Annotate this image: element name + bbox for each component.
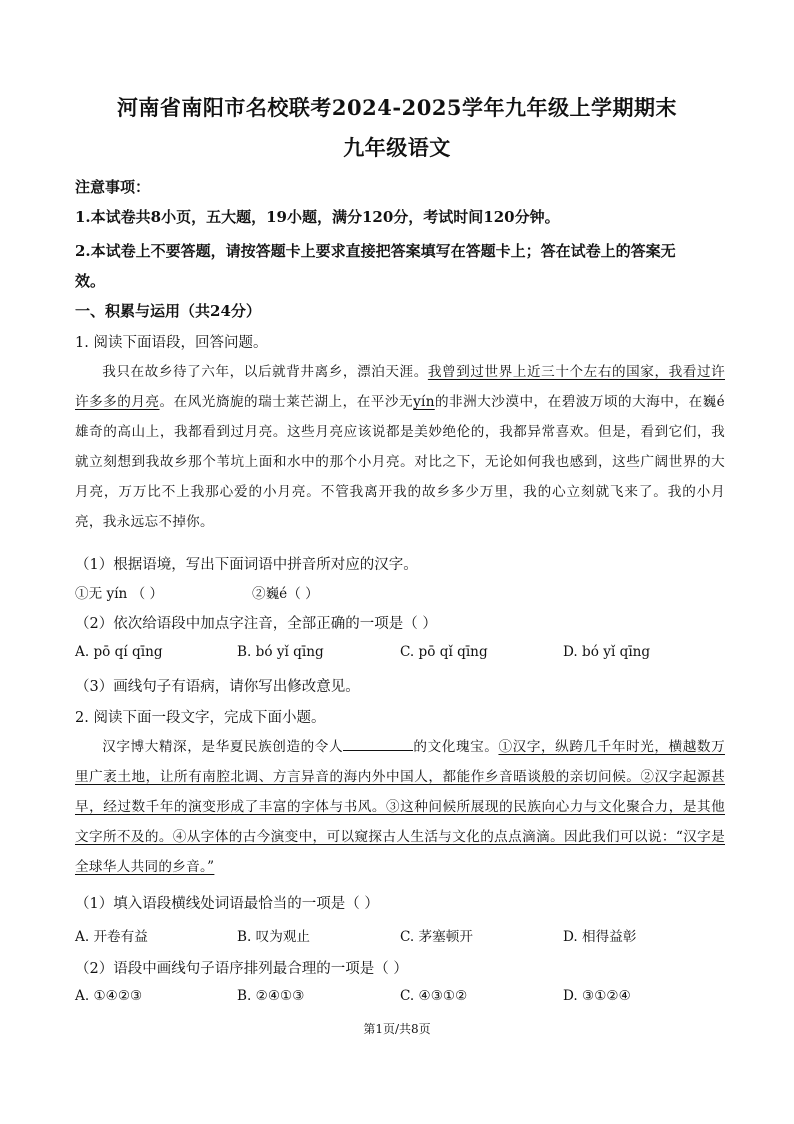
passage-1-underlined-sentence: 我曾到过世界上近三十个左右的国家，我看过许许多多的月亮 bbox=[75, 364, 725, 410]
question-2-passage bbox=[75, 732, 725, 882]
passage-1-part-5: 的非洲大沙漠中，在碧波万顷的大海中，在巍é雄奇的高山上，我都看到过月亮。这些月亮应该说都是美妙绝伦的，我都异常喜欢。但是，看到它们，我就立刻想到我故乡那个苇坑上面和水中的那个小月亮。对比之下，无论如何我也感到，这些广阔世界的大月亮，万万比不上我那心爱的小月亮。不管我离开我的故乡多少万里，我的心立刻就飞来了。我的小月亮，我永远忘不掉你。 bbox=[75, 394, 725, 530]
question-2-sub-1: （1）填入语段横线处词语最恰当的一项是（ ） bbox=[75, 896, 379, 912]
question-2-stem: 2. 阅读下面一段文字，完成下面小题。 bbox=[75, 710, 326, 726]
question-1-sub-1-item-a: ①无 yín （ ） bbox=[75, 586, 164, 602]
option-c: C. pō qǐ qīng bbox=[400, 644, 488, 660]
notice-item-2-cont: 效。 bbox=[75, 272, 106, 290]
exam-title: 河南省南阳市名校联考2024-2025学年九年级上学期期末 bbox=[116, 95, 678, 120]
option-a: A. 开卷有益 bbox=[75, 929, 148, 945]
passage-1-part-3: 。在风光旖旎的瑞士莱芒湖上，在平沙无 bbox=[159, 394, 414, 410]
question-1-sub-2: （2）依次给语段中加点字注音，全部正确的一项是（ ） bbox=[75, 616, 437, 632]
passage-2-part-1: 汉字博大精深，是华夏民族创造的令人 bbox=[102, 739, 344, 755]
passage-2-part-2: 的文化瑰宝。 bbox=[413, 739, 499, 755]
notice-item-2: 2.本试卷上不要答题，请按答题卡上要求直接把答案填写在答题卡上；答在试卷上的答案无 bbox=[75, 242, 676, 260]
option-c: C. 茅塞顿开 bbox=[400, 929, 473, 945]
option-a: A. pō qí qīng bbox=[75, 644, 163, 660]
fill-in-blank bbox=[343, 736, 413, 751]
question-1-stem: 1. 阅读下面语段，回答问题。 bbox=[75, 335, 268, 351]
option-c: C. ④③①② bbox=[400, 988, 468, 1004]
option-b: B. ②④①③ bbox=[237, 988, 305, 1004]
option-b: B. 叹为观止 bbox=[237, 929, 311, 945]
page-number: 第1页/共8页 bbox=[363, 1022, 431, 1036]
option-d: D. ③①②④ bbox=[563, 988, 631, 1004]
question-1-sub-1-item-b: ②巍é（ ） bbox=[252, 586, 319, 602]
passage-1-part-1: 我只在故乡待了六年，以后就背井离乡，漂泊天涯。 bbox=[102, 364, 428, 380]
notice-item-1: 1.本试卷共8小页，五大题，19小题，满分120分，考试时间120分钟。 bbox=[75, 208, 560, 226]
option-d: D. bó yǐ qīng bbox=[563, 644, 651, 660]
notice-heading: 注意事项： bbox=[75, 178, 151, 196]
section-heading: 一、积累与运用（共24分） bbox=[75, 302, 261, 320]
option-b: B. bó yǐ qīng bbox=[237, 644, 324, 660]
passage-2-underlined-sentences: ①汉字，纵跨几千年时光，横越数万里广袤土地，让所有南腔北调、方言异音的海内外中国人，都能作乡音晤谈般的亲切问候。②汉字起源甚早，经过数千年的演变形成了丰富的字体与书风。③这种问候所展现的民族向心力与文化聚合力，是其他文字所不及的。④从字体的古今演变中，可以窥探古人生活与文化的点点滴滴。因此我们可以说：“汉字是全球华人共同的乡音。” bbox=[75, 739, 725, 875]
question-1-passage bbox=[75, 357, 725, 537]
question-1-sub-1: （1）根据语境，写出下面词语中拼音所对应的汉字。 bbox=[75, 557, 418, 573]
question-2-sub-2: （2）语段中画线句子语序排列最合理的一项是（ ） bbox=[75, 961, 408, 977]
question-1-sub-3: （3）画线句子有语病，请你写出修改意见。 bbox=[75, 679, 360, 695]
exam-subtitle: 九年级语文 bbox=[343, 135, 451, 160]
option-d: D. 相得益彰 bbox=[563, 929, 637, 945]
passage-1-pinyin: yín bbox=[413, 394, 435, 410]
option-a: A. ①④②③ bbox=[75, 988, 143, 1004]
